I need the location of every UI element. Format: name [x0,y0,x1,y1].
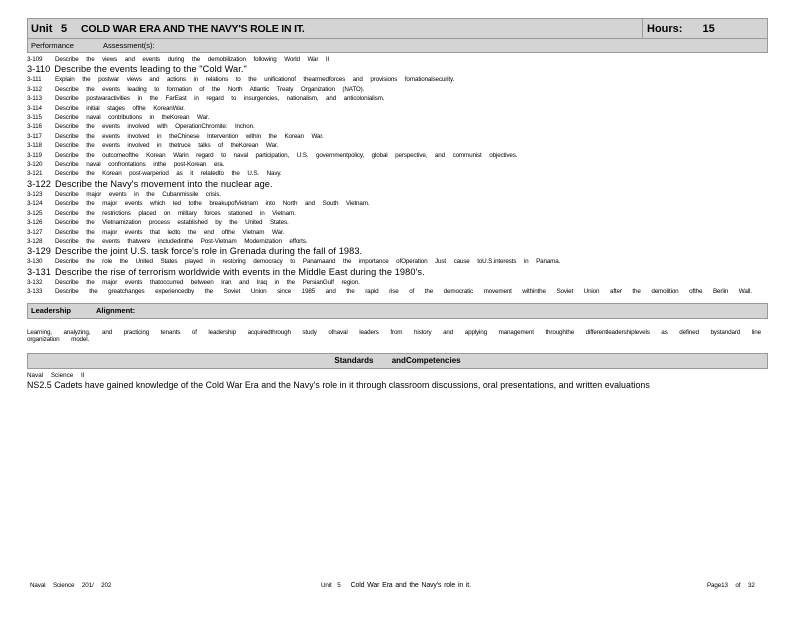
objective-text: Describe major events in the Cubanmissile crisis. [55,190,221,198]
footer-course: Naval Science 201/ 202 [30,582,112,589]
objective-row [27,267,768,278]
objective-text: Describe postwaractivities in the FarEast in regard to insurgencies, nationalism, and anticolonialism. [55,95,385,103]
performance-label: Performance [31,41,74,50]
unit-header-bar [27,18,768,39]
objective-row [27,122,768,131]
objective-text: Explain the postwar views and actions in relations to the unificationof thearmedforces and provisions fornationalsecurity. [55,76,455,84]
objective-text: Describe the events leading to the "Cold War." [54,64,247,75]
footer-unit [321,582,471,589]
leadership-label: Leadership [31,306,72,316]
objective-row [27,151,768,160]
objective-row [27,246,768,257]
objective-code: 3-125 [27,209,43,217]
objective-text: Describe the events involved in theChinese Intervention within the Korean War. [55,132,324,140]
objective-text: Describe naval confrontations inthe post-Korean era. [55,161,225,169]
objective-text: Describe initial stages ofthe KoreanWar. [55,104,185,112]
objective-text: Describe the major events thatoccurred between Iran and Iraq in the PersianGulf region. [55,278,360,286]
objective-row [27,160,768,169]
performance-bar [27,39,768,53]
objective-row [27,132,768,141]
objective-code: 3-123 [27,190,43,198]
leadership-bar [27,303,768,319]
footer-unit-number: Unit 5 [321,582,341,589]
objective-code: 3-128 [27,237,43,245]
objective-code: 3-130 [27,258,43,266]
objective-code: 3-111 [27,76,42,84]
objective-code: 3-110 [27,64,51,75]
objective-row [27,237,768,246]
objective-code: 3-109 [27,56,43,63]
objective-row [27,199,768,208]
assessment-label: Assessment(s): [102,41,155,50]
objective-text: Describe the events involved in thetruce talks of theKorean War. [55,142,279,150]
objective-text: Describe the role the United States played in restoring democracy to Panamaand the importance ofOperation Just cause toU.S.interests in Panama. [55,258,561,266]
objective-code: 3-127 [27,228,43,236]
leadership-text: Learning, analyzing, and practicing tenants of leadership acquiredthrough study ofnaval leaders from history and applying management throughthe differentleadershiplevels as defined bystandard line organization model. [27,328,761,344]
objective-text: Describe the outcomeofthe Korean Warin regard to naval participation, U.S. governmentpolicy, global perspective, and communist objectives. [55,151,518,159]
objective-code: 3-129 [27,246,51,257]
hours-cell [642,19,767,38]
objective-text: Describe the events leading to formation of the North Atlantic Treaty Organization (NATO). [55,85,365,93]
standards-bar [27,353,768,369]
objectives-list [27,55,768,297]
objective-text: Describe the major events that ledto the end ofthe Vietnam War. [55,228,285,236]
objective-code: 3-133 [27,288,43,296]
footer-page-number: Page13 of 32 [707,582,755,589]
objective-code: 3-114 [27,104,42,112]
objective-row [27,75,768,84]
objective-code: 3-113 [27,95,42,103]
unit-title: COLD WAR ERA AND THE NAVY'S ROLE IN IT. [81,22,305,35]
standards-label: Standards andCompetencies [334,356,461,366]
objective-code: 3-118 [27,142,42,150]
objective-code: 3-115 [27,114,42,122]
standards-text: NS2.5 Cadets have gained knowledge of the Cold War Era and the Navy's role in it through classroom discussions, oral presentations, and written evaluations [27,379,650,390]
objective-row [27,179,768,190]
objective-row [27,228,768,237]
objective-text: Describe the joint U.S. task force's role in Grenada during the fall of 1983. [55,246,363,257]
objective-row [27,85,768,94]
objective-row [27,287,768,296]
objective-code: 3-117 [27,132,42,140]
objective-text: Describe the Vietnamization process established by the United States. [55,219,289,227]
objective-text: Describe the major events which led tothe breakupofVietnam into North and South Vietnam. [55,200,370,208]
objective-code: 3-124 [27,200,43,208]
objective-text: Describe the views and events during the demobilization following World War II [55,56,330,63]
objective-row [27,94,768,103]
objective-code: 3-119 [27,151,42,159]
objective-code: 3-120 [27,161,43,169]
objective-text: Describe the rise of terrorism worldwide with events in the Middle East during the 1980's. [55,266,425,277]
objective-row [27,104,768,113]
curriculum-page [27,18,768,390]
hours-label: Hours: [647,22,683,35]
objective-text: Describe naval contributions in theKorean War. [55,114,210,122]
objective-row [27,64,768,75]
objective-text: Describe the events thatwere includedinthe Post-Vietnam Modernization efforts. [55,237,308,245]
objective-code: 3-121 [27,170,43,178]
hours-value: 15 [702,22,715,35]
objective-row [27,218,768,227]
objective-code: 3-112 [27,85,42,93]
objective-text: Describe the events involved with OperationChromite: Inchon. [55,123,255,131]
objective-code: 3-116 [27,123,42,131]
objective-row [27,169,768,178]
objective-text: Describe the Korean post-warperiod as it relatedto the U.S. Navy. [55,170,282,178]
objective-text: Describe the restrictions placed on military forces stationed in Vietnam. [55,209,296,217]
objective-code: 3-122 [27,178,51,189]
objective-row [27,190,768,199]
objective-row [27,55,768,64]
standards-subject: Naval Science II [27,371,85,379]
objective-row [27,113,768,122]
objective-row [27,209,768,218]
footer-unit-title: Cold War Era and the Navy's role in it. [350,582,471,589]
objective-row [27,141,768,150]
objective-text: Describe the Navy's movement into the nuclear age. [55,178,273,189]
objective-code: 3-132 [27,278,43,286]
objective-row [27,278,768,287]
objective-code: 3-126 [27,219,43,227]
objective-code: 3-131 [27,266,51,277]
unit-label: Unit [31,22,53,35]
alignment-label: Alignment: [96,306,136,316]
objective-row [27,257,768,266]
objective-text: Describe the greatchanges experiencedby the Soviet Union since 1985 and the rapid rise of the democratic movement withinthe Soviet Union after the demolition ofthe Berlin Wall. [55,288,752,296]
unit-number: 5 [61,22,68,35]
